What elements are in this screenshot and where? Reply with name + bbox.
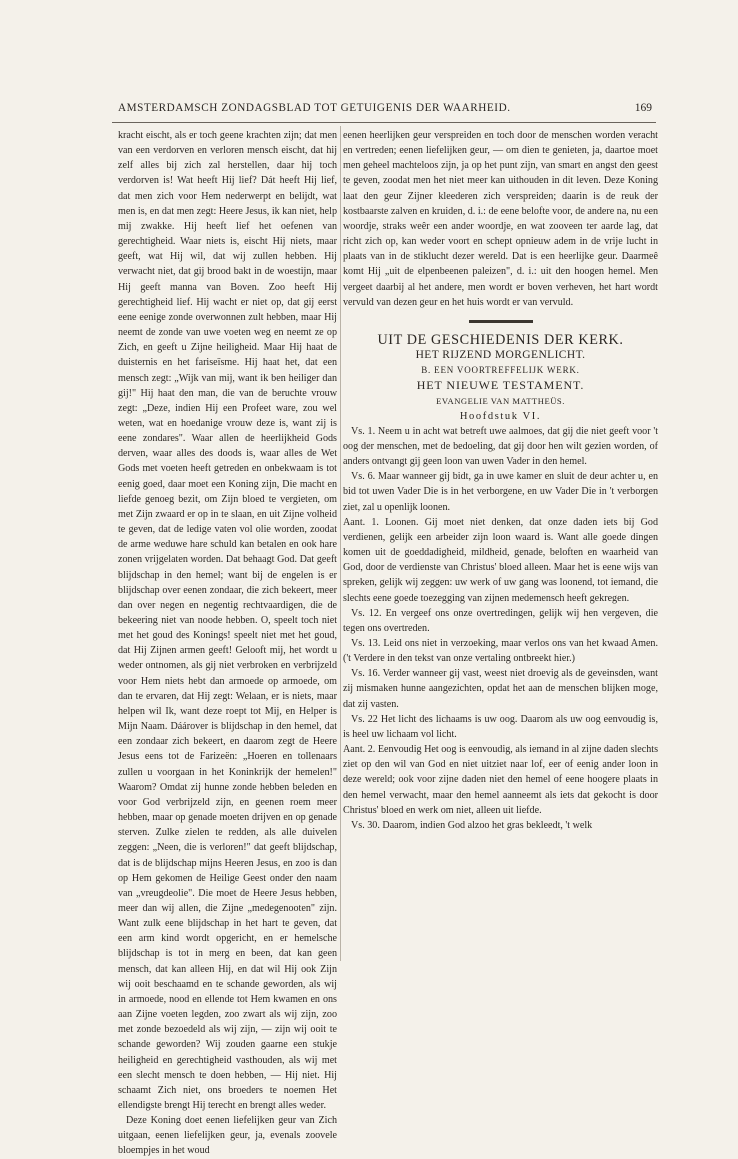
section-title: UIT DE GESCHIEDENIS DER KERK. (377, 331, 624, 348)
page-number: 169 (634, 102, 652, 114)
chapter-heading: Hoofdstuk VI. (459, 410, 542, 422)
header-rule (112, 122, 656, 123)
column-divider (340, 126, 341, 961)
right-intro-paragraph: eenen heerlijken geur verspreiden en toch door de menschen worden veracht en vertreden; eenen liefelijken geur, — om dien te genieten, ja, daartoe moet men geheel machteloos zijn, ja op het punt zijn, van smart en angst den geest te geven, zoodat men het niet meer kan uithouden in dit leven. Deze Koning laat den geur Zijner kleederen zich verspreiden; daarin is de reuk der kostbaarste zalven en kruiden, d. i.: de eene belofte voor, de andere na, nu een woordje, straks weêr een ander woordje, en wat zooveen ter aarde lag, dat richt zich op, kan weder voort en schept opnieuw adem in de vrije lucht in plaats van in de stiklucht dezer wereld. Dat is een heerlijke geur. Daarmeê komt Hij „uit de elpenbeenen paleizen", d. i.: uit den hoogen hemel. Men vergeet daarbij al het andere, men wordt er boven verheven, het hart wordt vervuld van dezen geur en het huis wordt er van vervuld. (343, 130, 658, 308)
page-header (118, 102, 652, 120)
verse-22: Vs. 22 Het licht des lichaams is uw oog. Daarom als uw oog eenvoudig is, is heel uw lichaam vol licht. (343, 713, 658, 740)
note-1: Aant. 1. Loonen. Gij moet niet denken, dat onze daden iets bij God verdienen, gelijk een arbeider zijn loon waard is. Want alle goede dingen komen uit de goeddadigheid, mildheid, genade, beloften en waarheid van God, door de verdienste van Christus' bloed alleen. Maar het is eene wijs van spreken, gelijk wij zeggen: uw werk of uw gang was loonend, tot iemand, die slechts eene goede toezegging van zijnen medemensch heeft gekregen. (343, 516, 658, 604)
verse-30: Vs. 30. Daarom, indien God alzoo het gras bekleedt, 't welk (351, 819, 593, 831)
left-column (118, 128, 337, 1159)
subtitle-morgenlicht: HET RIJZEND MORGENLICHT. (415, 349, 586, 362)
verse-13: Vs. 13. Leid ons niet in verzoeking, maar verlos ons van het kwaad Amen. ('t Verdere in den tekst van onze vertaling ontbreekt hier.) (343, 638, 658, 665)
subtitle-werk: B. EEN VOORTREFFELIJK WERK. (421, 365, 580, 376)
subtitle-testament: HET NIEUWE TESTAMENT. (416, 378, 585, 393)
section-flourish (469, 320, 533, 323)
verse-12: Vs. 12. En vergeef ons onze overtredingen, gelijk wij hen vergeven, die tegen ons overtreden. (343, 607, 658, 634)
verse-1: Vs. 1. Neem u in acht wat betreft uwe aalmoes, dat gij die niet geeft voor 't oog der menschen, met de bedoeling, dat gij door hen wilt gezien worden, of anders ontvangt gij geen loon van uwen Vader in den hemel. (343, 425, 658, 468)
left-paragraph-2: Deze Koning doet eenen liefelijken geur van Zich uitgaan, eenen liefelijken geur, ja, evenals zoovele bloempjes in het woud (118, 1115, 337, 1157)
note-2: Aant. 2. Eenvoudig Het oog is eenvoudig, als iemand in al zijne daden slechts ziet op den wil van God en niet uitziet naar lof, eer of eenig ander loon in deze wereld; ook voor zijne daden niet den hemel of eene hoogere plaats in den hemel verwacht, maar den hemel aanneemt als iets dat gekocht is door Christus' bloed en werk om niet, alleen uit liefde. (343, 744, 658, 816)
verse-6: Vs. 6. Maar wanneer gij bidt, ga in uwe kamer en sluit de deur achter u, en bid tot uwen Vader Die is in het verborgene, en uw Vader Die in 't verborgen ziet, zal u openlijk loonen. (343, 471, 658, 513)
left-paragraph-1: kracht eischt, als er toch geene krachten zijn; dat men van een verdorven en verloren mensch eischt, dat hij zelf alles bij zich zal herstellen, daar hij toch verdorven is! Wat heeft Hij lief? Dát heeft Hij lief, dat men zich voor Hem nederwerpt en belijdt, wat men is, en dat men zegt: Heere Jesus, ik kan niet, help mij zwakke. Hij heeft lief het oefenen van gerechtigheid. Waar niets is, eischt Hij niets, maar geeft, wat Hij wil, dat wij zullen hebben. Hij verwacht niet, dat gij brood bakt in de woestijn, maar Hij geeft manna van Boven. Zoo heeft Hij gerechtigheid lief. Hij wacht er niet op, dat gij eerst eene eenige zonde overwonnen zult hebben, maar Hij neemt de zonde van uwe voeten weg en neemt ze op Zich, en geeft u Zijne heiligheid. Maar Hij haat de duisternis en het fariseïsme. Hij haat het, dat een mensch zegt: „Wijk van mij, want ik ben heiliger dan gij!" Hij haat den man, die van de beruchte vrouw zegt: „Deze, indien Hij een Profeet ware, zou wel weten, wat en hoedanige vrouw deze is, want zij is eene zondares". Waar allen de heerlijkheid Gods derven, waar alles des doods is, waar alles de Wet Gods met voeten heeft getreden en onbekwaam is tot eenig goed, daar moet een Koning zijn, Die macht en liefde genoeg bezit, om Zijn bloed te vergieten, om met Zijn zwaard er op in te slaan, en uit Zijne volheid te geven, dat de ledige vaten vol olie worden, zoodat de arme weduwe hare schuld kan betalen en ook hare zonen vrijgelaten worden. Dat behaagt God. Dat geeft blijdschap in den hemel; want bij de engelen is er blijdschap over eenen zondaar, die zich bekeert, meer dan over negen en negentig rechtvaardigen, die de bekeering niet van noode hebben. O, speelt toch niet met het goud des Konings! speelt niet met het goud, dat Hij Zijnen armen geeft! Gelooft mij, het wordt u weder ontnomen, als gij niet verbroken en verbrijzeld voor Hem niets hebt dan armoede op armoede, om dan te ervaren, dat Hij zegt: Welaan, er is niets, maar helpen wil Ik, want deze roept tot Mij, en Helper is Mijn Naam. Dáárover is blijdschap in den hemel, dat een zondaar zich bekeert, en daarom zegt de Heere Jesus eens tot de Farizeën: „Hoeren en tollenaars zullen u voorgaan in het Koninkrijk der hemelen!" Waarom? Omdat zij hunne zonde hebben beleden en voor God verbrijzeld zijn, en geenen roem meer hebben, maar op genade moeten drijven en op genade sterven. Zulke zielen te redden, als alle duivelen zeggen: „Neen, die is verloren!" dat geeft blijdschap, dat is de blijdschap mijns Heeren Jesus, en zoo is dan op Hem gekomen de Heilige Geest onder den naam van „vreugdeolie". Die moet de Heere Jesus hebben, meer dan wij allen, die Zijne „medegenooten" zijn. Want zulk eene blijdschap in het hart te geven, dat een arm kind wordt opgericht, en er hemelsche blijdschap is tot in merg en been, dat kan geen mensch, dat kan alleen Hij, en dat wil Hij ook Zijn wij ooit beschaamd en te schande geworden, als wij in armoede, nood en ellende tot Hem kwamen en ons aan Zijne voeten legden, zoo zwart als wij zijn, zoo met zonde bezoedeld als wij zijn, — zijn wij ooit te schande geworden? Wij zouden gaarne een stukje heiligheid en gerechtigheid vasthouden, als wij met een slecht mensch te doen hebben, — Hij niet. Hij schaamt Zich niet, ons broeders te noemen Het ellendigste brengt Hij terecht en brengt alles weder. (118, 130, 337, 1111)
running-title: AMSTERDAMSCH ZONDAGSBLAD TOT GETUIGENIS DER WAARHEID. (118, 102, 511, 114)
right-column (343, 128, 658, 833)
verse-16: Vs. 16. Verder wanneer gij vast, weest niet droevig als de geveinsden, want zij mismaken hunne aangezichten, opdat het aan de menschen blijken moge, dat zij vasten. (343, 668, 658, 710)
subtitle-evangelie: EVANGELIE VAN MATTHEÜS. (436, 395, 565, 406)
